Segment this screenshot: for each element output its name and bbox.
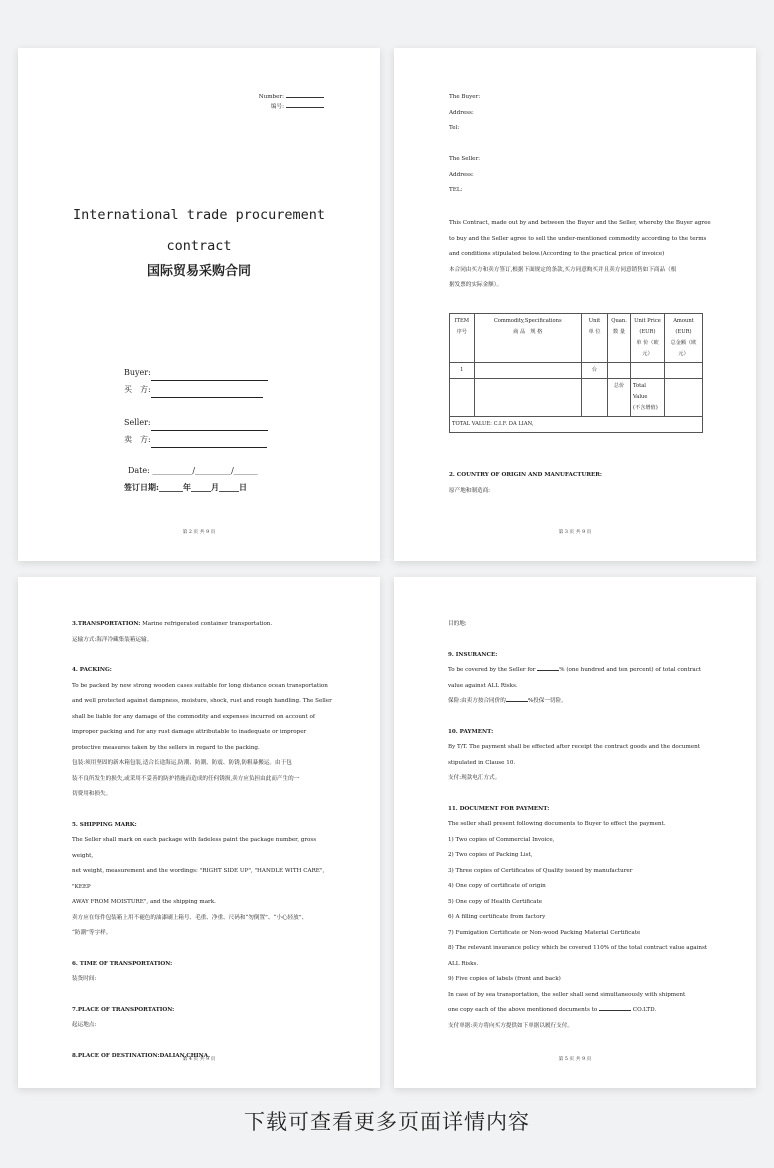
cover-title-cn: 国际贸易采购合同	[146, 264, 251, 279]
page-footer: 第 2 页 共 9 页	[182, 530, 216, 535]
cell-empty	[474, 379, 581, 417]
section-11-last-line: one copy each of the above mentioned documents to CO.LTD.	[448, 1007, 657, 1013]
seller-line	[151, 418, 268, 431]
date-label: Date: __________/_________/______	[128, 466, 258, 475]
intro-en-3: and conditions stipulated below.(According to the practical price of invoice)	[449, 251, 665, 257]
doc-item: ALL Risks.	[448, 960, 479, 967]
buyer-cn-line	[151, 385, 263, 398]
section-4-line: shall be liable for any damage of the commodity and expenses incurred on account of	[72, 713, 315, 720]
seller-block	[449, 152, 480, 199]
section-9-line: To be covered by the Seller for % (one hundred and ten percent) of total contract	[448, 667, 702, 673]
section-7-title: 7.PLACE OF TRANSPORTATION:	[72, 1006, 175, 1013]
page-terms-1	[18, 577, 380, 1088]
doc-item: 2) Two copies of Packing List,	[448, 852, 533, 858]
section-4-line: protective measures taken by the sellers in regard to the packing.	[72, 744, 260, 751]
doc-item: 6) A filling certificate from factory	[448, 914, 546, 920]
buyer-block	[449, 90, 480, 137]
doc-item: 5) One copy of Health Certificate	[448, 898, 543, 905]
cell-item: 1	[450, 363, 475, 379]
section-5-line: The Seller shall mark on each package with fadeless paint the package number, gross weight,	[72, 837, 317, 859]
parties-block	[124, 364, 268, 448]
cell-empty	[581, 379, 607, 417]
section-5-cn: 卖方应在每件包装箱上用不褪色的油漆刷上箱号、毛重、净重、尺码和“勿倒置”、“小心轻放”、	[72, 914, 308, 921]
buyer-line	[151, 368, 268, 381]
section-4-line: To be packed by new strong wooden cases suitable for long distance ocean transportation	[72, 682, 328, 689]
doc-item: 4) One copy of certificate of origin	[448, 883, 546, 889]
buyer-cn-label: 买 方:	[124, 385, 151, 394]
cell-commodity	[474, 363, 581, 379]
cell-quan	[608, 363, 631, 379]
section-10-title: 10. PAYMENT:	[448, 728, 494, 735]
cover-title-line2: contract	[166, 238, 232, 254]
section-4-title: 4. PACKING:	[72, 667, 112, 673]
page-cover	[18, 48, 380, 561]
download-banner[interactable]: 下载可查看更多页面详情内容	[244, 1110, 530, 1134]
seller-cn-line	[151, 435, 267, 448]
th-item: ITEM 序号	[450, 314, 475, 363]
section-2-title: 2. COUNTRY OF ORIGIN AND MANUFACTURER:	[449, 472, 602, 478]
section-10-line: By T/T. The payment shall be effected after receipt the contract goods and the document	[448, 744, 700, 750]
buyer-label: Buyer:	[124, 368, 151, 377]
seller-address: Address:	[449, 171, 474, 178]
cover-title-line1: International trade procurement	[73, 207, 325, 223]
cell-total-value: TOTAL VALUE: C.I.F. DA LIAN,	[450, 417, 703, 433]
doc-item: 9) Five copies of labels (front and back)	[448, 976, 561, 982]
buyer-tel: Tel:	[449, 125, 460, 131]
seller-tel: TEL:	[449, 187, 463, 193]
table-total-value-row	[450, 417, 703, 433]
cell-total-en: Total Value (不含增值)	[630, 379, 664, 417]
terms-column	[72, 617, 334, 1064]
section-4-line: improper packing and for any rust damage attributable to inadequate or improper	[72, 729, 307, 735]
section-6-cn: 装货时间:	[72, 976, 97, 982]
cell-price	[630, 363, 664, 379]
th-quan: Quan. 数 量	[608, 314, 631, 363]
table-header-row	[450, 314, 703, 363]
section-11-line: The seller shall present following documents to Buyer to effect the payment.	[448, 821, 666, 827]
page-terms-2	[394, 577, 756, 1088]
intro-en-1: This Contract, made out by and between the Buyer and the Seller, whereby the Buyer agree	[449, 220, 711, 226]
cell-amount	[664, 363, 702, 379]
table-total-row	[450, 379, 703, 417]
intro-cn-2: 据发票的实际金额）。	[449, 282, 503, 288]
section-9-title: 9. INSURANCE:	[448, 651, 498, 658]
terms-column	[448, 617, 710, 1034]
section-10-line: stipulated in Clause 10.	[448, 759, 516, 766]
destination-cn: 目的地:	[448, 621, 467, 627]
doc-item: 8) The relevant insurance policy which be covered 110% of the total contract value against	[448, 945, 708, 951]
page-footer: 第 3 页 共 9 页	[558, 530, 592, 535]
section-6-title: 6. TIME OF TRANSPORTATION:	[72, 960, 173, 967]
section-9-cn: 保险:由卖方按合同价的 %投保一切险。	[448, 698, 567, 704]
cell-total-cn: 总价	[608, 379, 631, 417]
number-label: Number:	[258, 94, 284, 100]
intro-en-2: to buy and the Seller agree to sell the under-mentioned commodity according to the terms	[449, 235, 707, 242]
company-blank	[599, 1010, 631, 1011]
section-4-cn: 包装:须用坚固的新木箱包装,适合长途海运,防潮、防潮、防震、防锈,防粗暴搬运。由于包	[72, 760, 292, 766]
section-3-title: 3.TRANSPORTATION:	[72, 621, 141, 627]
section-5-title: 5. SHIPPING MARK:	[72, 821, 137, 828]
intro-paragraph	[449, 216, 711, 294]
section-3-cn: 运输方式:海洋冷藏集装箱运输。	[72, 636, 153, 643]
seller-line: The Seller:	[449, 156, 481, 162]
intro-cn-1: 本合同由买方和卖方签订,根据下面规定的条款,买方同意购买并且卖方同意销售如下商品（根	[449, 266, 677, 273]
section-4-cn: 装不良所发生的损失,或采用不妥善的防护措施而造成的任何锈损,卖方应负担由此而产生的一	[72, 775, 300, 782]
section-11-cn: 支付单据:卖方将向买方提供如下单据以履行支付。	[448, 1022, 573, 1029]
section-4-line: and well protected against dampness, moisture, shock, rust and rough handling. The Seller	[72, 698, 332, 704]
number-cn-blank	[286, 107, 324, 108]
doc-item: 7) Fumigation Certificate or Non-wood Packing Material Certificate	[448, 929, 641, 936]
page-contract-body	[394, 48, 756, 561]
contract-number-block	[259, 92, 324, 112]
commodity-table	[449, 313, 703, 433]
section-3-text: Marine refrigerated container transportation.	[140, 621, 273, 627]
section-11-title: 11. DOCUMENT FOR PAYMENT:	[448, 805, 550, 812]
table-row	[450, 363, 703, 379]
doc-item: In case of by sea transportation, the seller shall send simultaneously with shipment	[448, 991, 686, 998]
section-4-cn: 切费用和损失。	[72, 791, 112, 797]
percent-blank-cn	[506, 701, 528, 702]
section-5-line: AWAY FROM MOISTURE", and the shipping mark.	[72, 899, 216, 905]
section-2	[449, 468, 602, 499]
buyer-line: The Buyer:	[449, 94, 481, 100]
buyer-address: Address:	[449, 109, 474, 116]
doc-item: 1) Two copies of Commercial Invoice,	[448, 836, 555, 843]
cell-unit: 台	[581, 363, 607, 379]
page-footer: 第 4 页 共 9 页	[182, 1057, 216, 1062]
th-unit: Unit 单 位	[581, 314, 607, 363]
cover-title-en	[18, 200, 380, 262]
section-2-cn: 原产地和制造商:	[449, 487, 491, 494]
doc-item: 3) Three copies of Certificates of Quality issued by manufacturer	[448, 867, 633, 874]
page-footer: 第 5 页 共 9 页	[558, 1057, 592, 1062]
section-7-cn: 起运地点:	[72, 1022, 97, 1028]
seller-cn-label: 卖 方:	[124, 435, 151, 444]
th-amount: Amount (EUR) 总金额（欧元）	[664, 314, 702, 363]
section-9-line: value against ALL Risks.	[448, 682, 518, 689]
date-block	[124, 462, 258, 496]
sign-date-label: 签订日期:______年_____月_____日	[124, 482, 247, 492]
cell-total-amount	[664, 379, 702, 417]
th-unit-price: Unit Price (EUR) 单 价（欧元）	[630, 314, 664, 363]
th-commodity: Commodity,Specifications 商 品 规 格	[474, 314, 581, 363]
cell-empty	[450, 379, 475, 417]
seller-label: Seller:	[124, 418, 151, 427]
section-8-title: 8.PLACE OF DESTINATION:DALIAN,CHINA.	[72, 1052, 211, 1059]
percent-blank	[537, 670, 559, 671]
section-5-cn: “防潮”等字样。	[72, 930, 112, 936]
section-5-line: net weight, measurement and the wordings: "RIGHT SIDE UP", "HANDLE WITH CARE", "KEEP	[72, 868, 325, 890]
number-blank	[286, 97, 324, 98]
section-10-cn: 支付:现款电汇方式。	[448, 775, 501, 781]
number-cn-label: 编号:	[270, 104, 284, 110]
